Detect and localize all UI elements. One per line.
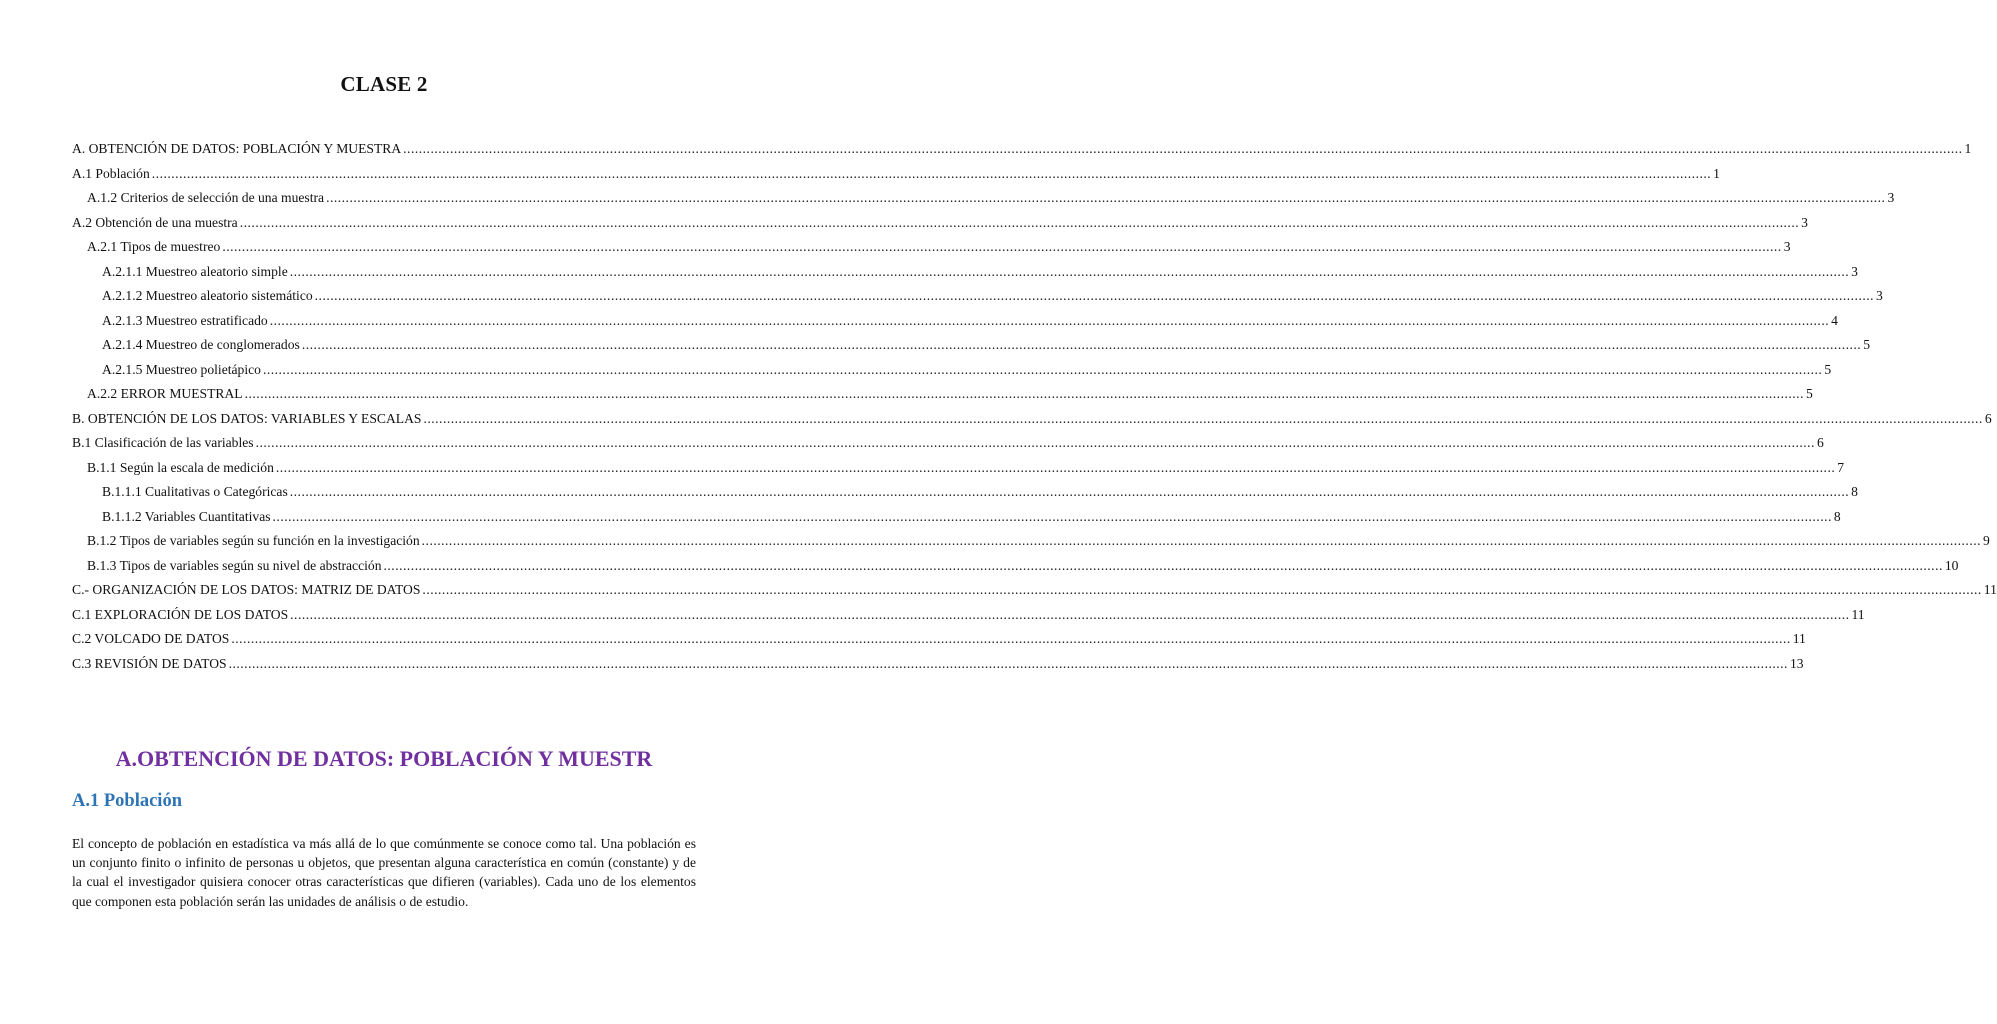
toc-entry-label: A.2.2 ERROR MUESTRAL	[87, 386, 243, 401]
toc-entry-label: A.1 Población	[72, 165, 150, 181]
toc-entry-page-number: 6	[1984, 410, 1992, 426]
toc-entry[interactable]	[72, 557, 1959, 583]
toc-entry[interactable]	[72, 606, 1865, 632]
toc-entry[interactable]	[72, 312, 1838, 338]
toc-entry-page-number: 3	[1801, 214, 1808, 230]
toc-entry[interactable]	[72, 165, 1720, 191]
toc-entry-label: A. OBTENCIÓN DE DATOS: POBLACIÓN Y MUESTRA	[72, 141, 402, 156]
toc-entry[interactable]	[72, 386, 1813, 411]
toc-entry-label: A.2.1.1 Muestreo aleatorio simple	[102, 263, 288, 279]
toc-entry-page-number: 4	[1831, 312, 1838, 328]
toc-dot-leader: ................................................................................................................................................................................................................................................................................................................................................................................................................	[289, 484, 1850, 499]
toc-entry[interactable]	[72, 459, 1845, 485]
toc-entry-label: B.1.1.2 Variables Cuantitativas	[102, 508, 271, 524]
toc-entry-label: C.3 REVISIÓN DE DATOS	[72, 655, 227, 671]
toc-entry[interactable]	[72, 631, 1806, 656]
toc-entry-label: A.2.1.3 Muestreo estratificado	[102, 312, 268, 328]
toc-dot-leader: ................................................................................................................................................................................................................................................................................................................................................................................................................	[244, 386, 1804, 401]
toc-entry-page-number: 13	[1789, 655, 1804, 671]
toc-entry-label: B.1.3 Tipos de variables según su nivel de abstracción	[87, 557, 382, 573]
toc-dot-leader: ................................................................................................................................................................................................................................................................................................................................................................................................................	[231, 631, 1791, 646]
toc-entry[interactable]	[72, 190, 1895, 215]
toc-dot-leader: ................................................................................................................................................................................................................................................................................................................................................................................................................	[289, 263, 1850, 279]
toc-entry-label: B.1.2 Tipos de variables según su función en la investigación	[87, 533, 420, 548]
toc-entry[interactable]	[72, 337, 1870, 362]
toc-entry[interactable]	[72, 508, 1841, 534]
toc-dot-leader: ................................................................................................................................................................................................................................................................................................................................................................................................................	[383, 557, 1943, 573]
toc-dot-leader: ................................................................................................................................................................................................................................................................................................................................................................................................................	[262, 361, 1823, 377]
toc-dot-leader: ................................................................................................................................................................................................................................................................................................................................................................................................................	[314, 288, 1875, 303]
section-heading: A.OBTENCIÓN DE DATOS: POBLACIÓN Y MUESTR	[115, 746, 653, 771]
toc-dot-leader: ................................................................................................................................................................................................................................................................................................................................................................................................................	[326, 190, 1886, 205]
toc-entry-page-number: 3	[1783, 239, 1791, 254]
toc-entry-page-number: 7	[1837, 459, 1845, 475]
toc-entry-page-number: 5	[1805, 386, 1813, 401]
toc-entry[interactable]	[72, 361, 1832, 387]
toc-entry-label: A.2 Obtención de una muestra	[72, 214, 238, 230]
toc-entry-page-number: 5	[1824, 361, 1832, 377]
toc-entry[interactable]	[72, 288, 1883, 313]
toc-dot-leader: ................................................................................................................................................................................................................................................................................................................................................................................................................	[255, 435, 1815, 450]
toc-entry[interactable]	[72, 141, 1972, 166]
toc-dot-leader: ................................................................................................................................................................................................................................................................................................................................................................................................................	[222, 239, 1782, 254]
toc-entry[interactable]	[72, 263, 1858, 289]
toc-entry-label: C.- ORGANIZACIÓN DE LOS DATOS: MATRIZ DE DATOS	[72, 582, 421, 597]
table-of-contents	[72, 141, 1997, 680]
toc-entry[interactable]	[72, 484, 1858, 509]
toc-entry-page-number: 10	[1944, 557, 1959, 573]
toc-entry-label: A.2.1.5 Muestreo polietápico	[102, 361, 261, 377]
toc-entry-page-number: 1	[1713, 165, 1720, 181]
toc-entry-page-number: 9	[1983, 533, 1990, 548]
toc-dot-leader: ................................................................................................................................................................................................................................................................................................................................................................................................................	[290, 606, 1850, 622]
toc-dot-leader: ................................................................................................................................................................................................................................................................................................................................................................................................................	[301, 337, 1862, 352]
toc-entry-page-number: 8	[1851, 484, 1858, 499]
toc-entry[interactable]	[72, 533, 1990, 558]
toc-dot-leader: ................................................................................................................................................................................................................................................................................................................................................................................................................	[272, 508, 1832, 524]
toc-dot-leader: ................................................................................................................................................................................................................................................................................................................................................................................................................	[151, 165, 1712, 181]
document-title: CLASE 2	[340, 72, 428, 96]
toc-dot-leader: ................................................................................................................................................................................................................................................................................................................................................................................................................	[423, 410, 1983, 426]
toc-dot-leader: ................................................................................................................................................................................................................................................................................................................................................................................................................	[422, 582, 1982, 597]
toc-entry-page-number: 1	[1964, 141, 1972, 156]
toc-entry[interactable]	[72, 239, 1791, 264]
toc-dot-leader: ................................................................................................................................................................................................................................................................................................................................................................................................................	[275, 459, 1836, 475]
toc-entry-label: B.1 Clasificación de las variables	[72, 435, 254, 450]
toc-dot-leader: ................................................................................................................................................................................................................................................................................................................................................................................................................	[403, 141, 1963, 156]
toc-entry-page-number: 3	[1851, 263, 1858, 279]
toc-entry-label: A.2.1.4 Muestreo de conglomerados	[102, 337, 300, 352]
toc-entry-page-number: 3	[1887, 190, 1895, 205]
toc-entry-label: C.2 VOLCADO DE DATOS	[72, 631, 230, 646]
toc-dot-leader: ................................................................................................................................................................................................................................................................................................................................................................................................................	[421, 533, 1982, 548]
toc-dot-leader: ................................................................................................................................................................................................................................................................................................................................................................................................................	[269, 312, 1830, 328]
toc-entry-label: C.1 EXPLORACIÓN DE LOS DATOS	[72, 606, 289, 622]
toc-entry[interactable]	[72, 214, 1808, 240]
toc-entry-page-number: 11	[1983, 582, 1997, 597]
toc-entry-label: B.1.1 Según la escala de medición	[87, 459, 274, 475]
toc-entry-page-number: 5	[1863, 337, 1870, 352]
toc-entry[interactable]	[72, 435, 1824, 460]
toc-dot-leader: ................................................................................................................................................................................................................................................................................................................................................................................................................	[239, 214, 1800, 230]
subsection-heading: A.1 Población	[72, 791, 182, 811]
toc-entry-page-number: 11	[1792, 631, 1806, 646]
toc-entry[interactable]	[72, 655, 1804, 681]
toc-entry-page-number: 3	[1876, 288, 1883, 303]
toc-entry-label: A.2.1.2 Muestreo aleatorio sistemático	[102, 288, 313, 303]
toc-entry[interactable]	[72, 410, 1992, 436]
toc-entry[interactable]	[72, 582, 1997, 607]
toc-entry-page-number: 8	[1833, 508, 1841, 524]
body-paragraph: El concepto de población en estadística va más allá de lo que comúnmente se conoce como tal. Una población es un conjunto finito o infinito de personas u objetos, que presentan alguna característica en común (constante) y de la cual el investigador quisiera conocer otras características que difieren (variables). Cada uno de los elementos que componen esta población serán las unidades de análisis o de estudio.	[72, 836, 696, 909]
toc-entry-label: A.1.2 Criterios de selección de una muestra	[87, 190, 325, 205]
toc-entry-page-number: 11	[1851, 606, 1865, 622]
toc-entry-label: A.2.1 Tipos de muestreo	[87, 239, 221, 254]
toc-entry-label: B.1.1.1 Cualitativas o Categóricas	[102, 484, 288, 499]
toc-entry-page-number: 6	[1816, 435, 1824, 450]
toc-entry-label: B. OBTENCIÓN DE LOS DATOS: VARIABLES Y ESCALAS	[72, 410, 422, 426]
toc-dot-leader: ................................................................................................................................................................................................................................................................................................................................................................................................................	[228, 655, 1788, 671]
